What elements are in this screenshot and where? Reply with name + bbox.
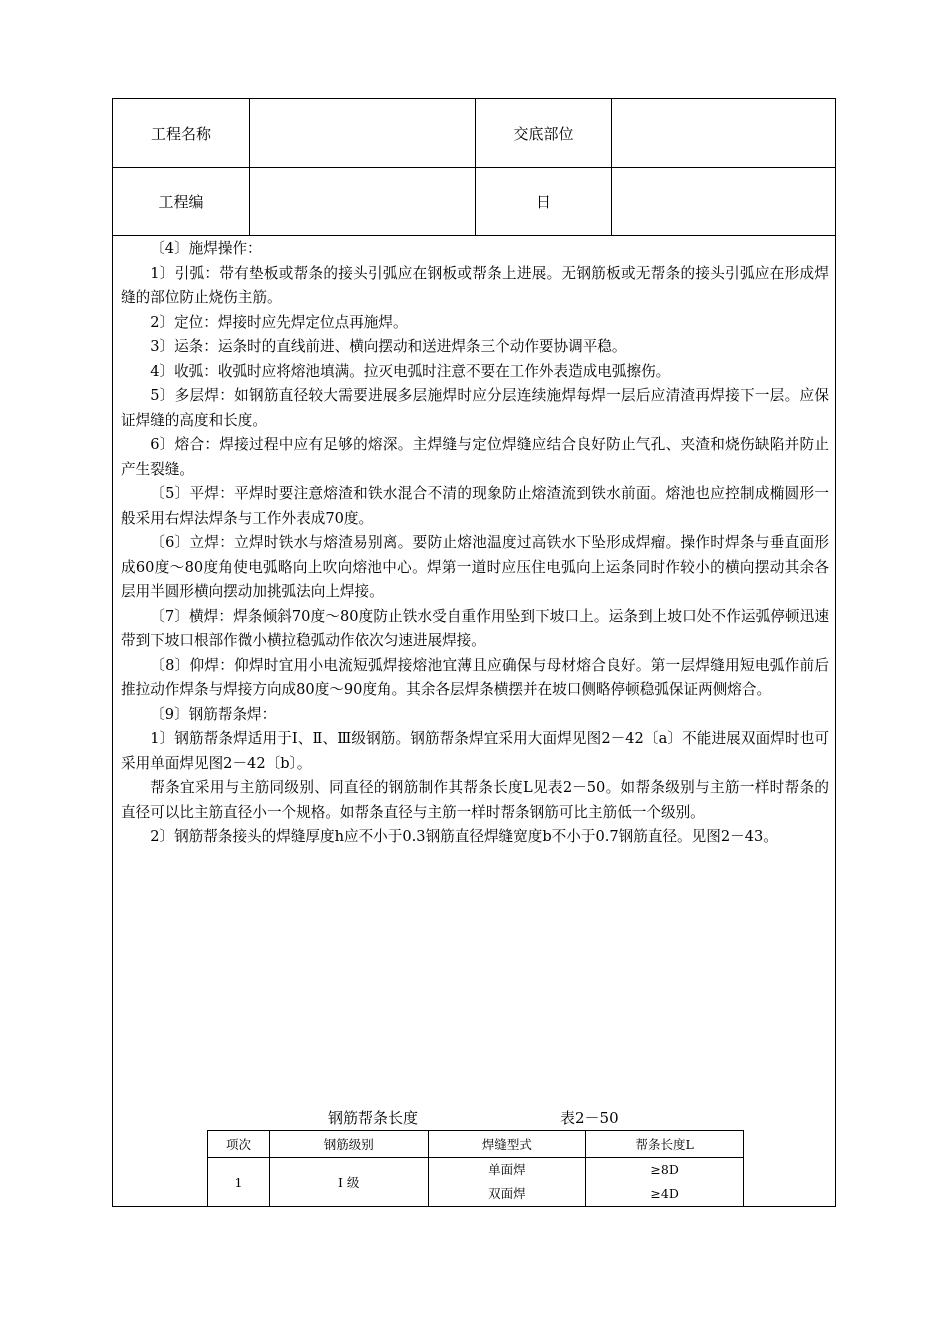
project-name-label: 工程名称 [113,99,250,167]
paragraph: 〔5〕平焊：平焊时要注意熔渣和铁水混合不清的现象防止熔渣流到铁水前面。熔池也应控制成椭圆形一般采用右焊法焊条与工作外表成70度。 [121,485,829,527]
project-no-value [250,167,476,235]
table-caption: 钢筋帮条长度 [328,1109,419,1127]
cell-index: 1 [208,1158,270,1207]
table-header-row [208,1131,744,1158]
col-weld-type: 焊缝型式 [428,1131,586,1158]
weld-double: 双面焊 [488,1186,526,1201]
paragraph: 〔8〕仰焊：仰焊时宜用小电流短弧焊接熔池宜薄且应确保与母材熔合良好。第一层焊缝用短电弧作前后推拉动作焊条与焊接方向成80度～90度角。其余各层焊条横摆并在坡口侧略停顿稳弧保证两侧熔合。 [121,656,829,698]
paragraph: 1〕钢筋帮条焊适用于Ⅰ、Ⅱ、Ⅲ级钢筋。钢筋帮条焊宜采用大面焊见图2－42〔a〕不能进展双面焊时也可采用单面焊见图2－42〔b〕。 [121,730,829,772]
paragraph: 4〕收弧：收弧时应将熔池填满。拉灭电弧时注意不要在工作外表造成电弧擦伤。 [150,362,671,380]
cell-weld-type [428,1158,586,1207]
paragraph: 1〕引弧：带有垫板或帮条的接头引弧应在钢板或帮条上进展。无钢筋板或无帮条的接头引弧应在形成焊缝的部位防止烧伤主筋。 [121,264,829,306]
header-row-2 [113,167,835,236]
paragraph: 〔4〕施焊操作： [150,240,262,257]
paragraph: 〔9〕钢筋帮条焊： [150,705,277,723]
cell-length [586,1158,744,1207]
length-single: ≥8D [650,1162,679,1177]
col-length: 帮条长度L [586,1131,744,1158]
col-index: 项次 [208,1131,270,1158]
disclosure-part-value [612,99,835,167]
paragraph: 帮条宜采用与主筋同级别、同直径的钢筋制作其帮条长度L见表2－50。如帮条级别与主筋一样时帮条的直径可以比主筋直径小一个规格。如帮条直径与主筋一样时帮条钢筋可比主筋低一个级别。 [121,779,829,821]
col-grade: 钢筋级别 [269,1131,428,1158]
disclosure-part-label: 交底部位 [476,99,612,167]
paragraph: 2〕钢筋帮条接头的焊缝厚度h应不小于0.3钢筋直径焊缝宽度b不小于0.7钢筋直径。见图2－43。 [150,828,778,845]
header-row-1 [113,99,835,168]
cell-grade: Ⅰ 级 [269,1158,428,1207]
date-label: 日 [476,167,612,235]
paragraph: 5〕多层焊：如钢筋直径较大需要进展多层施焊时应分层连续施焊每焊一层后应清渣再焊接下一层。应保证焊缝的高度和长度。 [121,387,829,429]
length-double: ≥4D [650,1186,679,1201]
weld-single: 单面焊 [488,1162,526,1177]
disclosure-form [112,98,836,1207]
date-value [612,167,835,235]
body-text [121,237,829,850]
paragraph: 6〕熔合：焊接过程中应有足够的熔深。主焊缝与定位焊缝应结合良好防止气孔、夹渣和烧伤缺陷并防止产生裂缝。 [121,436,829,478]
project-no-label: 工程编 [113,167,250,235]
rebar-splice-length-table [207,1130,744,1207]
paragraph: 〔7〕横焊：焊条倾斜70度～80度防止铁水受自重作用坠到下坡口上。运条到上坡口处不作运弧停顿迅速带到下坡口根部作微小横拉稳弧动作依次匀速进展焊接。 [121,607,829,649]
table-row [208,1158,744,1207]
paragraph: 〔6〕立焊：立焊时铁水与熔渣易别离。要防止熔池温度过高铁水下坠形成焊瘤。操作时焊条与垂直面形成60度～80度角使电弧略向上吹向熔池中心。焊第一道时应压住电弧向上运条同时作较小的横向摆动其余各层用半圆形横向摆动加挑弧法向上焊接。 [121,534,829,600]
project-name-value [250,99,476,167]
paragraph: 2〕定位：焊接时应先焊定位点再施焊。 [150,313,408,331]
table-number: 表2－50 [560,1109,619,1127]
paragraph: 3〕运条：运条时的直线前进、横向摆动和送进焊条三个动作要协调平稳。 [150,338,627,355]
